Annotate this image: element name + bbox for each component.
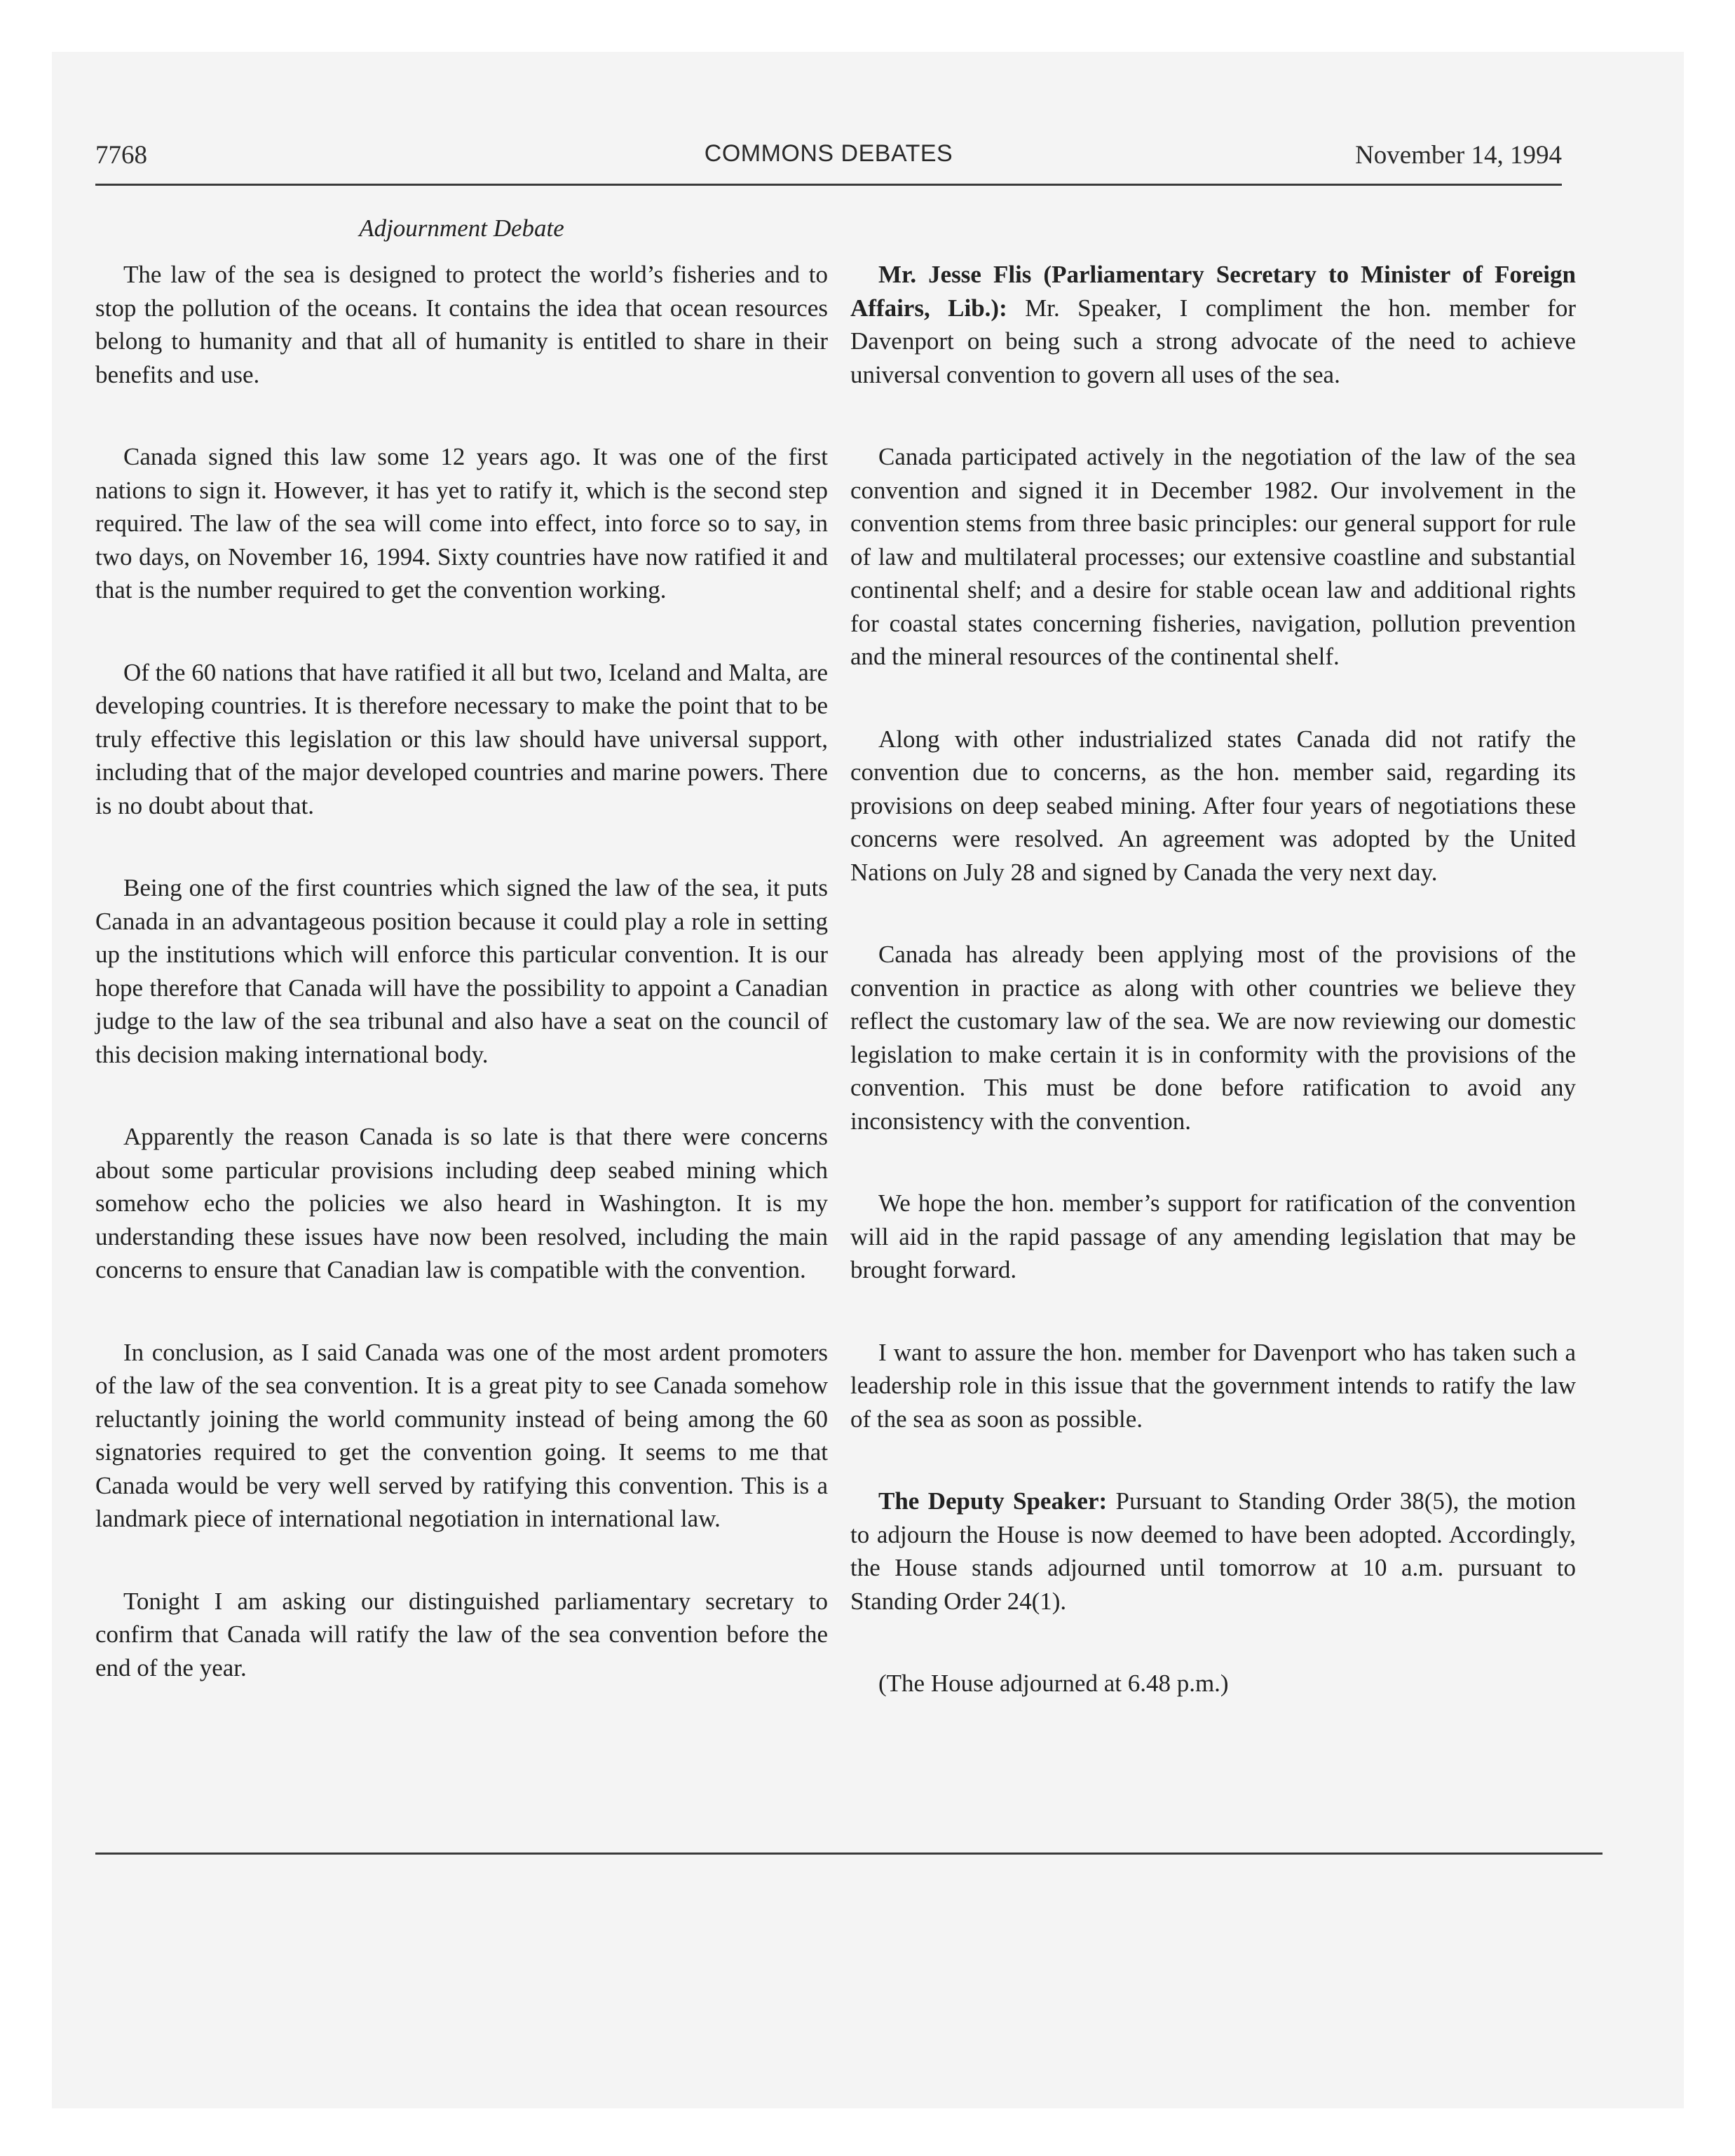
speech-text: Mr. Speaker, I compliment the hon. member for Davenport on being such a strong advocate of the need to achieve universal convention to govern all uses of the sea. bbox=[850, 294, 1576, 388]
paragraph: Apparently the reason Canada is so late is that there were concerns about some particular provisions including deep seabed mining which somehow echo the policies we also heard in Washington. It is my understanding these issues have now been resolved, including the main concerns to ensure that Canadian law is compatible with the convention. bbox=[95, 1123, 828, 1283]
paragraph: In conclusion, as I said Canada was one of the most ardent promoters of the law of the sea convention. It is a great pity to see Canada somehow reluctantly joining the world community instead of being among the 60 signatories required to get the convention going. It seems to me that Canada would be very well served by ratifying this convention. This is a landmark piece of international negotiation in international law. bbox=[95, 1338, 828, 1532]
left-column bbox=[95, 258, 828, 1733]
paragraph: The law of the sea is designed to protect the world’s fisheries and to stop the pollution of the oceans. It contains the idea that ocean resources belong to humanity and that all of humanity is entitled to share in their benefits and use. bbox=[95, 261, 828, 388]
closing-note: (The House adjourned at 6.48 p.m.) bbox=[878, 1670, 1229, 1697]
page-header bbox=[95, 140, 1562, 182]
paragraph: I want to assure the hon. member for Davenport who has taken such a leadership role in this issue that the government intends to ratify the law of the sea as soon as possible. bbox=[850, 1338, 1576, 1433]
paragraph: Being one of the first countries which signed the law of the sea, it puts Canada in an advantageous position because it could play a role in setting up the institutions which will enforce this particular convention. It is our hope therefore that Canada will have the possibility to appoint a Canadian judge to the law of the sea tribunal and also have a seat on the council of this decision making international body. bbox=[95, 874, 828, 1068]
paragraph: Tonight I am asking our distinguished parliamentary secretary to confirm that Canada will ratify the law of the sea convention before the end of the year. bbox=[95, 1587, 828, 1681]
section-title: Adjournment Debate bbox=[359, 214, 564, 242]
speaker-name: Mr. Jesse Flis (Parliamentary Secretary to Minister of Foreign Affairs, Lib.): bbox=[850, 261, 1576, 322]
page-number: 7768 bbox=[95, 141, 147, 170]
header-date: November 14, 1994 bbox=[1355, 141, 1562, 170]
paragraph: Canada has already been applying most of the provisions of the convention in practice as along with other countries we believe they reflect the customary law of the sea. We are now reviewing our domestic legislation to make certain it is in conformity with the provisions of the convention. This must be done before ratification to avoid any inconsistency with the convention. bbox=[850, 941, 1576, 1135]
running-title: COMMONS DEBATES bbox=[704, 140, 953, 167]
header-rule bbox=[95, 184, 1562, 186]
speech-deputy-speaker bbox=[850, 1485, 1576, 1618]
footer-rule bbox=[95, 1853, 1603, 1855]
right-column bbox=[850, 258, 1576, 1749]
paragraph: Canada participated actively in the negotiation of the law of the sea convention and signed it in December 1982. Our involvement in the convention stems from three basic principles: our general support for rule of law and multilateral processes; our extensive coastline and substantial continental shelf; and a desire for stable ocean law and additional rights for coastal states concerning fisheries, navigation, pollution prevention and the mineral resources of the continental shelf. bbox=[850, 443, 1576, 670]
speech-text: Pursuant to Standing Order 38(5), the motion to adjourn the House is now deemed to have been adopted. Accordingly, the House stands adjourned until tomorrow at 10 a.m. pursuant to Standing Order 24(1). bbox=[850, 1487, 1576, 1615]
speaker-name: The Deputy Speaker: bbox=[878, 1487, 1108, 1515]
paragraph: Along with other industrialized states Canada did not ratify the convention due to concerns, as the hon. member said, regarding its provisions on deep seabed mining. After four years of negotiations these concerns were resolved. An agreement was adopted by the United Nations on July 28 and signed by Canada the very next day. bbox=[850, 725, 1576, 886]
speech-flis bbox=[850, 258, 1576, 391]
paragraph: We hope the hon. member’s support for ratification of the convention will aid in the rapid passage of any amending legislation that may be brought forward. bbox=[850, 1189, 1576, 1283]
paragraph: Of the 60 nations that have ratified it all but two, Iceland and Malta, are developing countries. It is therefore necessary to make the point that to be truly effective this legislation or this law should have universal support, including that of the major developed countries and marine powers. There is no doubt about that. bbox=[95, 658, 828, 819]
paragraph: Canada signed this law some 12 years ago. It was one of the first nations to sign it. However, it has yet to ratify it, which is the second step required. The law of the sea will come into effect, into force so to say, in two days, on November 16, 1994. Sixty countries have now ratified it and that is the number required to get the convention working. bbox=[95, 443, 828, 603]
